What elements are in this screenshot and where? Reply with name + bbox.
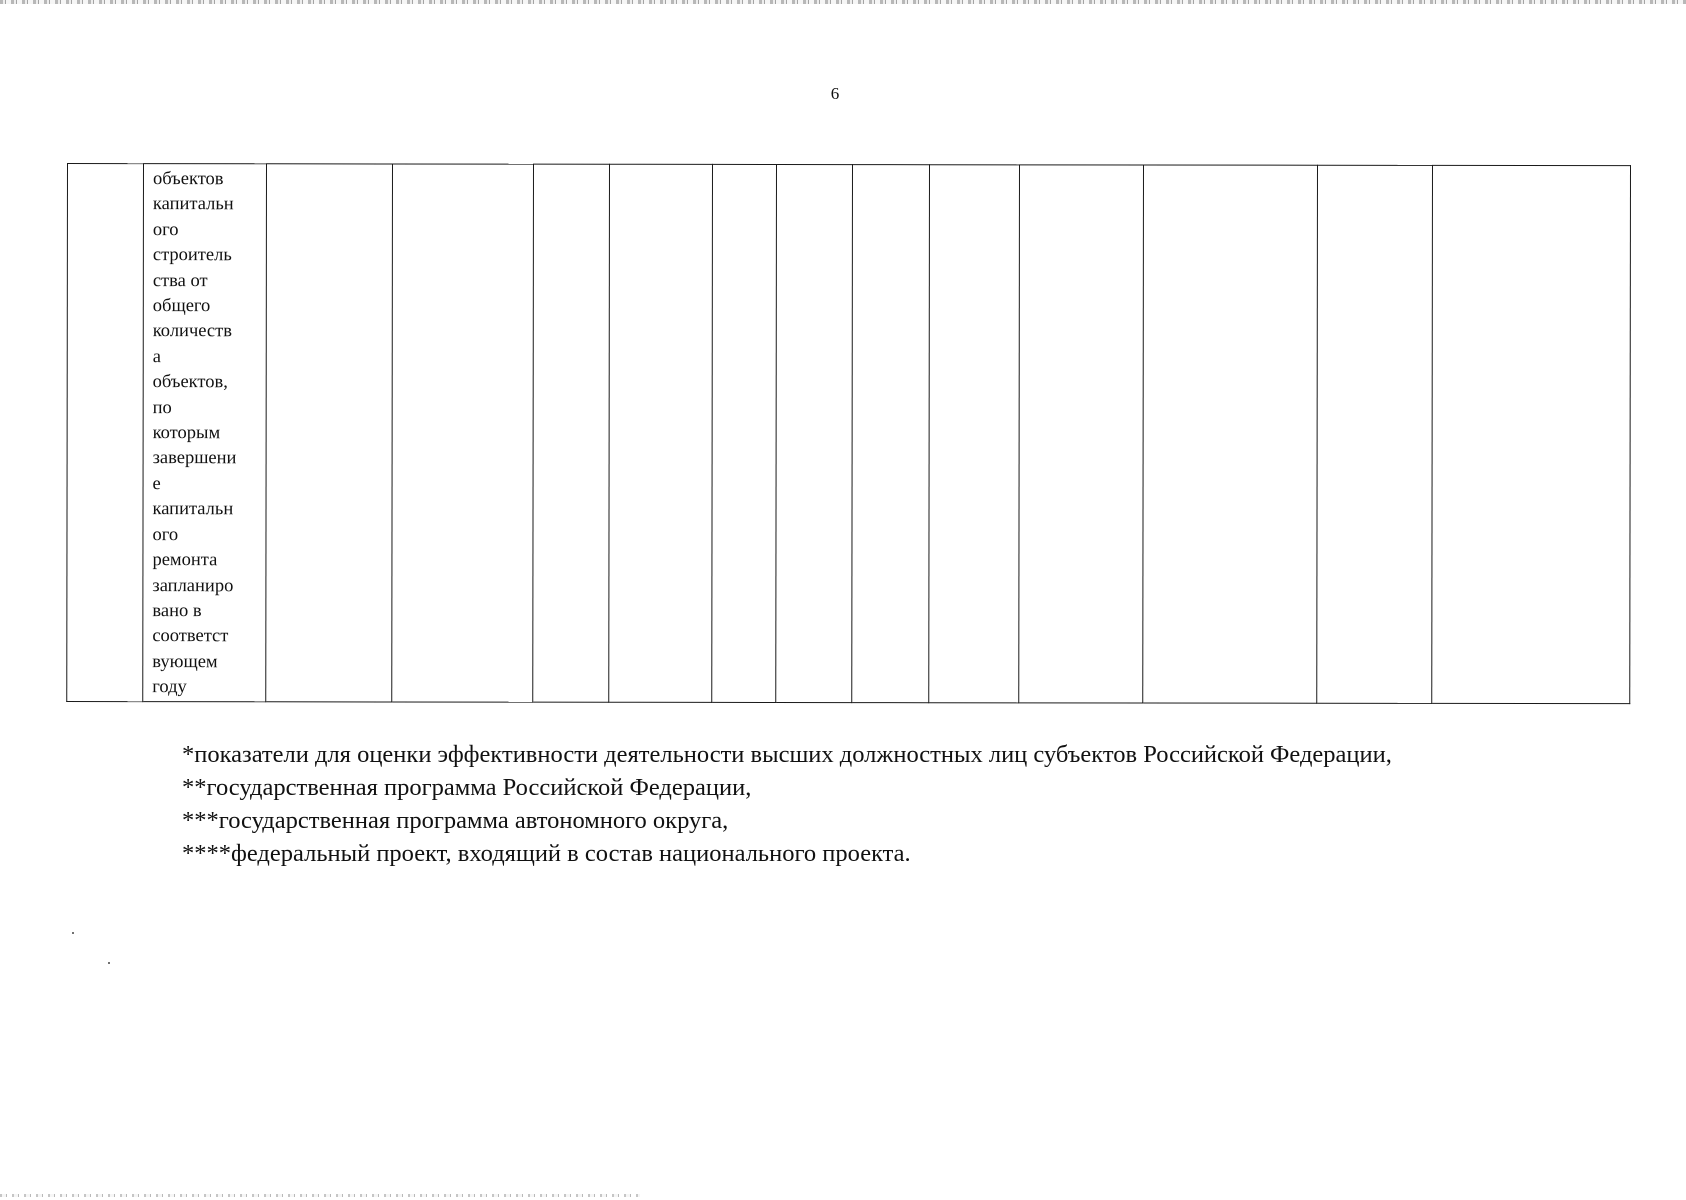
table-cell: [776, 164, 853, 702]
table-cell: [852, 165, 930, 703]
table-cell: [609, 164, 713, 702]
table-cell: [1432, 165, 1631, 703]
indicator-name-text: объектов капитальн ого строитель ства от общего количеств а объектов, по которым завершени е капитальн ого ремонта запланиро вано в соответст вующем году: [152, 169, 237, 698]
footnote-3: ***государственная программа автономного округа,: [182, 807, 729, 834]
table-cell: [1317, 165, 1433, 703]
indicator-table: [66, 163, 1630, 703]
scan-speck: [72, 932, 74, 934]
table-cell-number: [67, 164, 144, 702]
scan-speck: [108, 962, 110, 964]
page-number: 6: [830, 84, 840, 103]
table-cell: [1143, 165, 1318, 703]
footnote-1: *показатели для оценки эффективности деятельности высших должностных лиц субъектов Российской Федерации,: [182, 741, 1392, 768]
table-cell: [392, 164, 534, 702]
table-cell-indicator-name: [143, 164, 267, 702]
table-cell: [1019, 165, 1144, 703]
table-cell: [712, 164, 777, 702]
footnotes: [110, 738, 1554, 870]
table-row: [67, 164, 1631, 704]
scan-edge-bottom: [0, 1194, 640, 1197]
footnote-4: ****федеральный проект, входящий в состав национального проекта.: [182, 840, 911, 867]
footnote-2: **государственная программа Российской Федерации,: [182, 774, 752, 801]
table-cell: [266, 164, 393, 702]
table-cell: [929, 165, 1020, 703]
table-cell: [533, 164, 610, 702]
scan-edge-top: [0, 0, 1686, 4]
